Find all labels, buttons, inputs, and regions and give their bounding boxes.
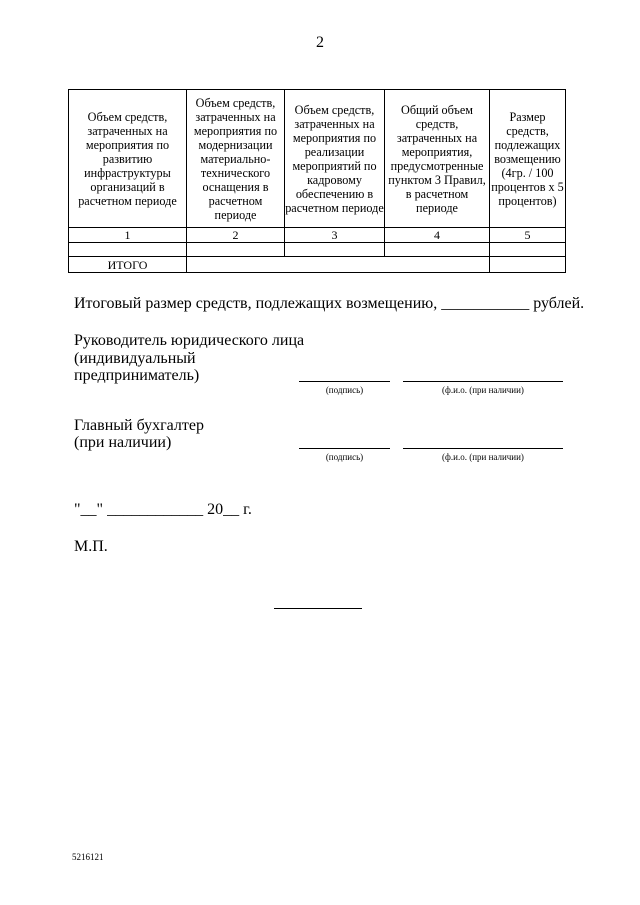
accountant-title-line1: Главный бухгалтер [74,417,204,434]
header-staffing: Объем средств, затраченных на мероприятия по реализации мероприятий по кадровому обеспечению в расчетном периоде [285,90,385,228]
accountant-signature-caption: (подпись) [325,452,364,462]
accountant-title-line2: (при наличии) [74,434,172,451]
head-signature-line[interactable] [299,381,390,382]
table-cell[interactable] [285,243,385,257]
end-separator-line [274,608,362,609]
table-cell[interactable] [385,243,490,257]
head-name-line[interactable] [403,381,563,382]
document-code: 5216121 [72,852,104,862]
column-number: 4 [385,228,490,243]
table-cell[interactable] [187,243,285,257]
accountant-name-caption: (ф.и.о. (при наличии) [442,452,524,462]
accountant-signature-line[interactable] [299,448,390,449]
table-cell[interactable] [490,243,566,257]
column-number: 1 [69,228,187,243]
header-modernization: Объем средств, затраченных на мероприятия по модернизации материально-технического оснащения в расчетном периоде [187,90,285,228]
total-row [69,257,566,273]
table-row [69,243,566,257]
column-number: 2 [187,228,285,243]
total-cell[interactable] [187,257,490,273]
head-title-line3: предприниматель) [74,367,200,384]
total-amount-line [74,295,584,313]
head-title-line1: Руководитель юридического лица [74,332,305,349]
table-cell[interactable] [69,243,187,257]
total-amount-suffix: рублей. [533,295,585,312]
reimbursement-table [68,89,566,273]
total-label: ИТОГО [69,257,187,273]
date-line[interactable]: "__" ____________ 20__ г. [74,501,252,518]
total-cell[interactable] [490,257,566,273]
accountant-name-line[interactable] [403,448,563,449]
column-number-row [69,228,566,243]
total-amount-prefix: Итоговый размер средств, подлежащих возмещению, [74,295,438,312]
header-reimbursement: Размер средств, подлежащих возмещению (4гр. / 100 процентов x 5 процентов) [490,90,566,228]
column-number: 3 [285,228,385,243]
head-name-caption: (ф.и.о. (при наличии) [442,385,524,395]
total-amount-blank[interactable]: ___________ [441,295,530,312]
header-total-volume: Общий объем средств, затраченных на мероприятия, предусмотренные пунктом 3 Правил, в расчетном периоде [385,90,490,228]
page-number: 2 [316,34,324,51]
header-infrastructure: Объем средств, затраченных на мероприятия по развитию инфраструктуры организаций в расчетном периоде [69,90,187,228]
head-title-line2: (индивидуальный [74,350,196,367]
table-header-row [69,90,566,228]
column-number: 5 [490,228,566,243]
stamp-place: М.П. [74,538,108,555]
head-signature-caption: (подпись) [325,385,364,395]
